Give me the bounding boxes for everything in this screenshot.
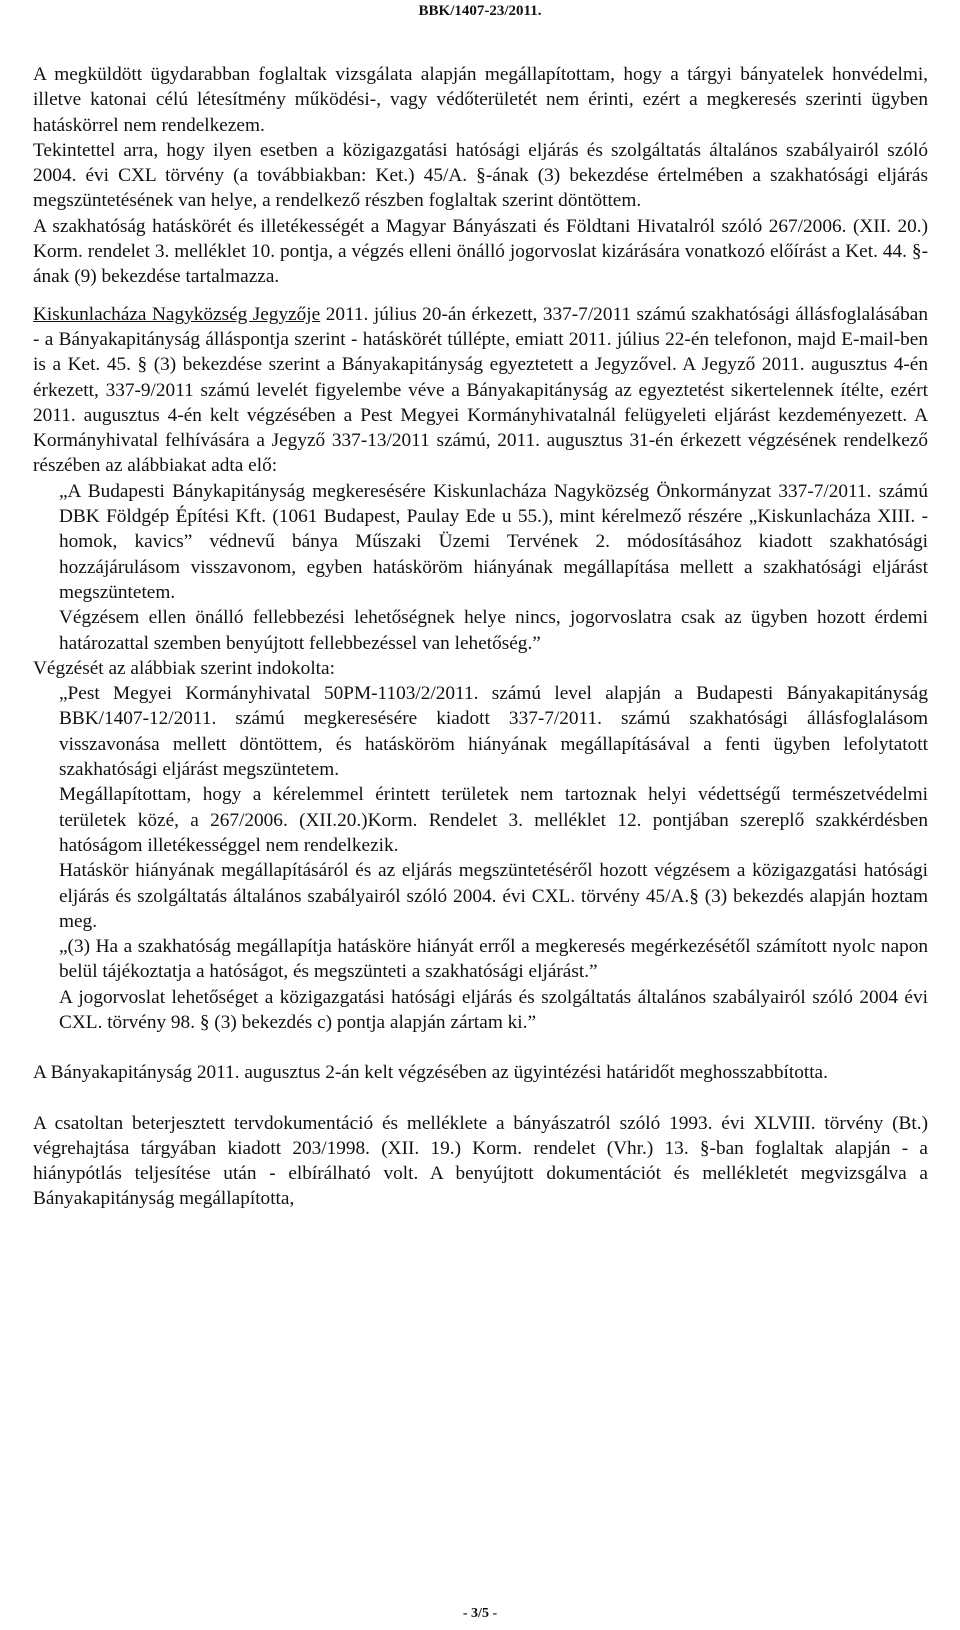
- paragraph: A megküldött ügydarabban foglaltak vizsgálata alapján megállapítottam, hogy a tárgyi bányatelek honvédelmi, illetve katonai célú létesítmény működési-, vagy védőterületét nem érinti, ezért a megkeresés szerinti ügyben hatáskörrel nem rendelkezem.: [33, 64, 928, 136]
- quoted-paragraph: „A Budapesti Bánykapitányság megkeresésére Kiskunlacháza Nagyközség Önkormányzat 337-7/2011. számú DBK Földgép Építési Kft. (1061 Budapest, Paulay Ede u 55.), mint kérelmező részére „Kiskunlacháza XIII. -homok, kavics” védnevű bánya Műszaki Üzemi Tervének 2. módosításához kiadott szakhatósági hozzájárulásom visszavonom, egyben hatásköröm hiányának megállapítása mellett a szakhatósági eljárást megszüntetem.: [59, 480, 928, 603]
- quoted-paragraph: Megállapítottam, hogy a kérelemmel érintett területek nem tartoznak helyi védettségű természetvédelmi területek közé, a 267/2006. (XII.20.)Korm. Rendelet 3. melléklet 12. pontjában szereplő szakkérdésben hatóságom illetékességgel nem rendelkezik.: [59, 784, 928, 856]
- quoted-paragraph: „Pest Megyei Kormányhivatal 50PM-1103/2/2011. számú level alapján a Budapesti Bányakapitányság BBK/1407-12/2011. számú megkeresésére kiadott 337-7/2011. számú szakhatósági állásfoglalásom visszavonása mellett döntöttem, és hatásköröm hiányának megállapításával a fenti ügyben lefolytatott szakhatósági eljárást megszüntetem.: [59, 683, 928, 781]
- paragraph: A szakhatóság hatáskörét és illetékességét a Magyar Bányászati és Földtani Hivatalról szóló 267/2006. (XII. 20.) Korm. rendelet 3. melléklet 10. pontja, a végzés elleni önálló jogorvoslat kizárására vonatkozó előírást a Ket. 44. §-ának (9) bekezdése tartalmazza.: [33, 215, 928, 288]
- paragraph-text: 2011. július 20-án érkezett, 337-7/2011 számú szakhatósági állásfoglalásában - a Bányakapitányság álláspontja szerint - hatáskörét túllépte, emiatt 2011. július 22-én telefonon, majd E-mail-ben is a Ket. 45. § (3) bekezdése szerint a Bányakapitányság egyeztetett a Jegyzővel. A Jegyző 2011. augusztus 4-én érkezett, 337-9/2011 számú levelét figyelembe véve a Bányakapitányság az egyeztetést sikertelennek ítélte, ezért 2011. augusztus 4-én kelt végzésében a Pest Megyei Kormányhivatalnál felügyeleti eljárást kezdeményezett. A Kormányhivatal felhívására a Jegyző 337-13/2011 számú, 2011. augusztus 31-én érkezett végzésének rendelkező részében az alábbiakat adta elő:: [33, 303, 928, 477]
- notary-name-underlined: Kiskunlacháza Nagyközség Jegyzője: [33, 303, 321, 325]
- paragraph: [33, 302, 928, 479]
- paragraph: A csatoltan beterjesztett tervdokumentáció és melléklete a bányászatról szóló 1993. évi XLVIII. törvény (Bt.) végrehajtása tárgyában kiadott 203/1998. (XII. 19.) Korm. rendelet (Vhr.) 13. §-ban foglaltak alapján - a hiánypótlás teljesítése után - elbírálható volt. A benyújtott dokumentációt és mellékletét megvizsgálva a Bányakapitányság megállapította,: [33, 1112, 928, 1210]
- page-number: - 3/5 -: [462, 1606, 498, 1621]
- paragraph: Tekintettel arra, hogy ilyen esetben a közigazgatási hatósági eljárás és szolgáltatás általános szabályairól szóló 2004. évi CXL törvény (a továbbiakban: Ket.) 45/A. §-ának (3) bekezdése értelmében a szakhatósági eljárás megszüntetésének van helye, a rendelkező részben foglaltak szerint döntöttem.: [33, 139, 928, 212]
- document-body: [33, 62, 928, 1212]
- paragraph: A Bányakapitányság 2011. augusztus 2-án kelt végzésében az ügyintézési határidőt meghosszabbította.: [33, 1062, 828, 1084]
- document-number-header: BBK/1407-23/2011.: [418, 3, 542, 19]
- quoted-paragraph: Végzésem ellen önálló fellebbezési lehetőségnek helye nincs, jogorvoslatra csak az ügyben hozott érdemi határozattal szemben benyújtott fellebbezéssel van lehetőség.”: [59, 607, 928, 654]
- quoted-paragraph: Hatáskör hiányának megállapításáról és az eljárás megszüntetéséről hozott végzésem a közigazgatási hatósági eljárás és szolgáltatás általános szabályairól szóló 2004. évi CXL. törvény 45/A.§ (3) bekezdés alapján hoztam meg.: [59, 860, 928, 932]
- quoted-paragraph: A jogorvoslat lehetőséget a közigazgatási hatósági eljárás és szolgáltatás általános szabályairól szóló 2004 évi CXL. törvény 98. § (3) bekezdés c) pontja alapján zártam ki.”: [59, 986, 928, 1033]
- paragraph: Végzését az alábbiak szerint indokolta:: [33, 657, 335, 679]
- quoted-paragraph: „(3) Ha a szakhatóság megállapítja hatásköre hiányát erről a megkeresés megérkezésétől számított nyolc napon belül tájékoztatja a hatóságot, és megszünteti a szakhatósági eljárást.”: [59, 936, 928, 983]
